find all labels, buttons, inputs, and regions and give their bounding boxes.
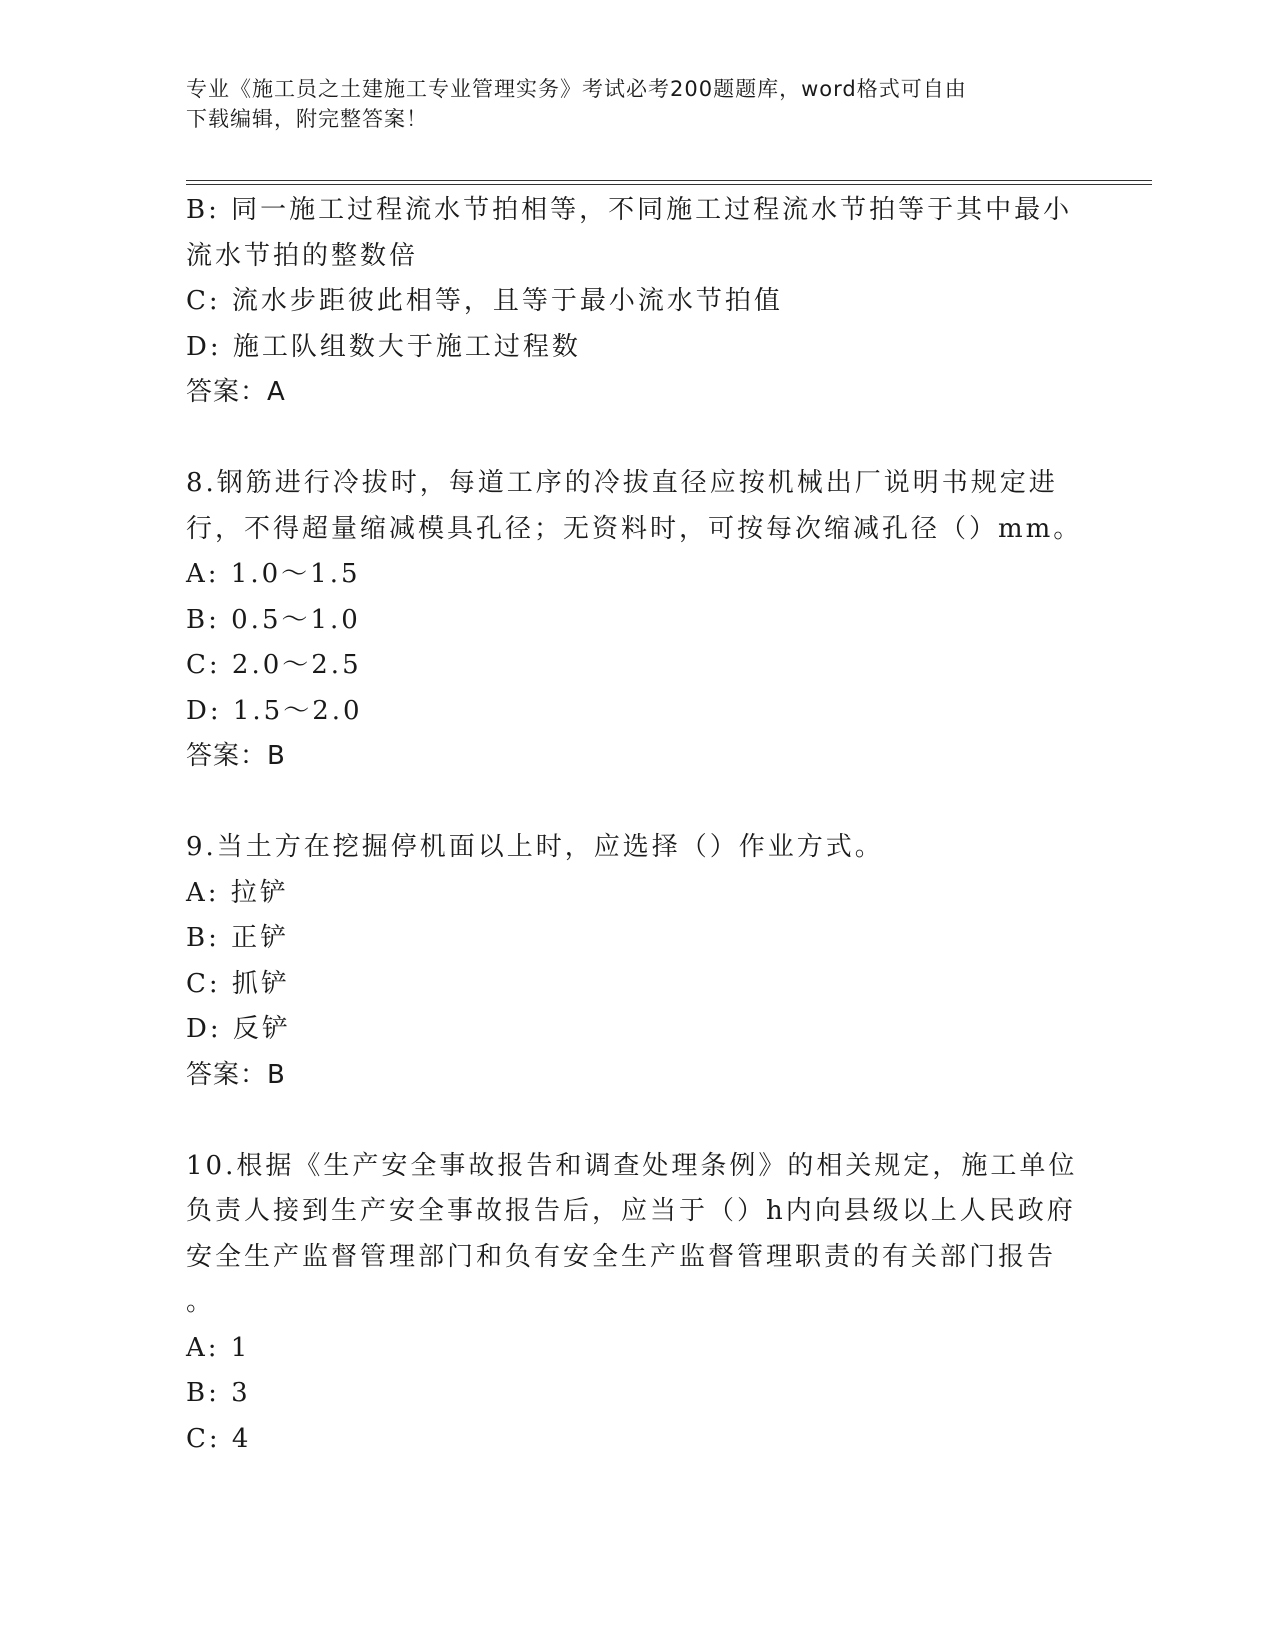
option-d: D: 施工队组数大于施工过程数 — [186, 331, 581, 362]
option-c: C: 流水步距彼此相等，且等于最小流水节拍值 — [186, 286, 783, 316]
option-d: D: 反铲 — [186, 1014, 291, 1044]
option-c: C: 4 — [186, 1423, 252, 1454]
option-b-line-2: 流水节拍的整数倍 — [186, 240, 419, 271]
question-text-line-1: 10.根据《生产安全事故报告和调查处理条例》的相关规定，施工单位 — [186, 1150, 1078, 1181]
answer: 答案：A — [186, 377, 286, 407]
question-block-8 — [186, 461, 1086, 780]
header-title-line-1: 专业《施工员之土建施工专业管理实务》考试必考200题题库，word格式可自由 — [186, 77, 967, 101]
question-text-line-1: 8.钢筋进行冷拔时，每道工序的冷拔直径应按机械出厂说明书规定进 — [186, 468, 1058, 498]
header-title-line-2: 下载编辑，附完整答案！ — [186, 107, 428, 131]
header-divider-bottom — [186, 184, 1152, 185]
option-d: D: 1.5～2.0 — [186, 695, 363, 726]
header-divider-top — [186, 180, 1152, 181]
answer: 答案：B — [186, 1059, 286, 1090]
option-a: A: 拉铲 — [186, 877, 289, 908]
option-b-line-1: B: 同一施工过程流水节拍相等，不同施工过程流水节拍等于其中最小 — [186, 195, 1073, 225]
option-b: B: 3 — [186, 1378, 251, 1408]
option-b: B: 正铲 — [186, 923, 290, 953]
spacer — [186, 416, 1086, 462]
question-text-line-2: 负责人接到生产安全事故报告后，应当于（）h内向县级以上人民政府 — [186, 1196, 1076, 1226]
option-a: A: 1 — [186, 1332, 251, 1363]
option-c: C: 抓铲 — [186, 968, 290, 999]
spacer — [186, 1098, 1086, 1144]
document-header — [186, 74, 1086, 134]
question-text-line-4: 。 — [186, 1287, 216, 1317]
question-text-line-1: 9.当土方在挖掘停机面以上时，应选择（）作业方式。 — [186, 832, 884, 862]
option-b: B: 0.5～1.0 — [186, 604, 361, 635]
question-block-10 — [186, 1144, 1086, 1463]
question-block-7 — [186, 188, 1086, 416]
answer: 答案：B — [186, 741, 286, 771]
option-a: A: 1.0～1.5 — [186, 559, 361, 589]
question-text-line-2: 行，不得超量缩减模具孔径；无资料时，可按每次缩减孔径（）mm。 — [186, 513, 1083, 544]
spacer — [186, 780, 1086, 826]
question-block-9 — [186, 825, 1086, 1098]
question-text-line-3: 安全生产监督管理部门和负有安全生产监督管理职责的有关部门报告 — [186, 1241, 1057, 1272]
option-c: C: 2.0～2.5 — [186, 650, 362, 680]
question-content — [186, 188, 1086, 1462]
